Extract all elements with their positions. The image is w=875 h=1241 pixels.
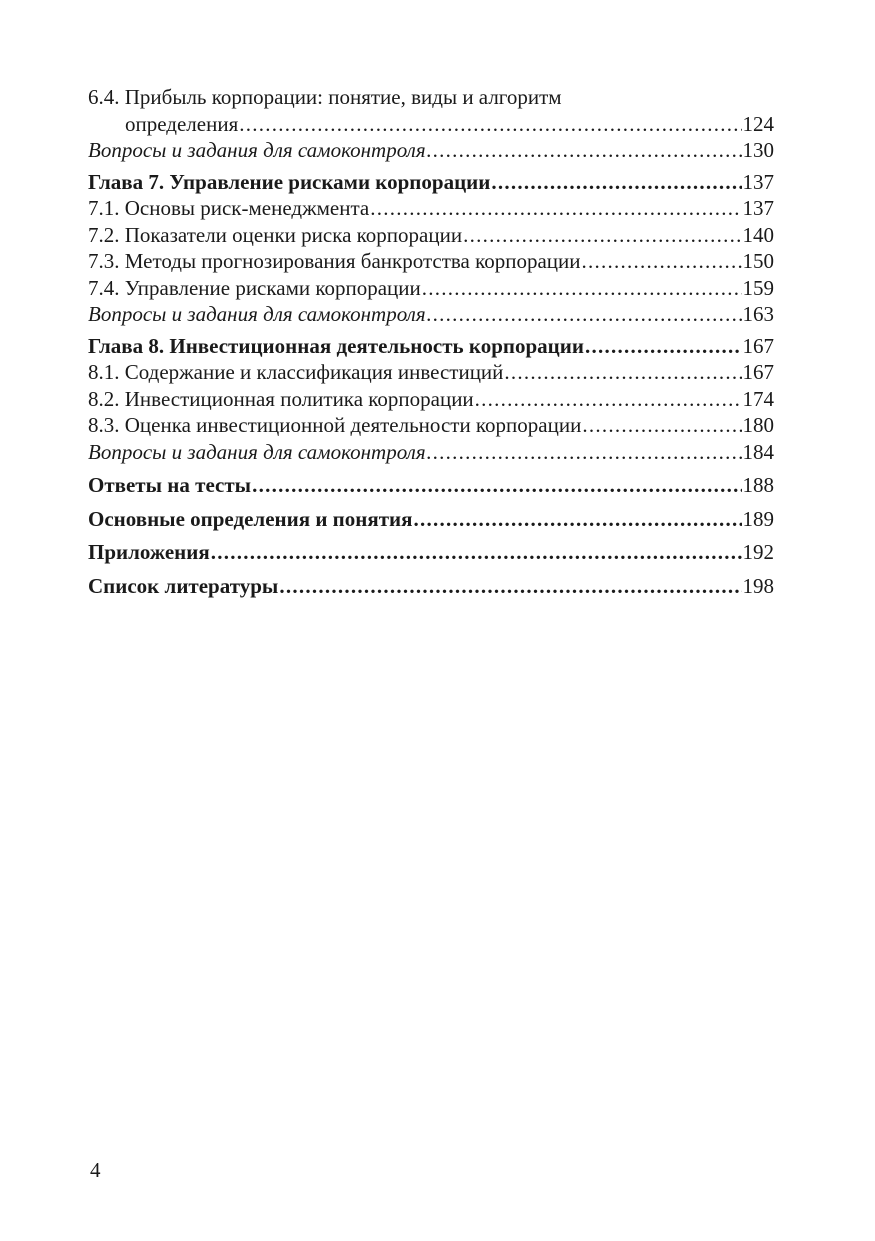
toc-entry-title: определения: [125, 111, 239, 136]
toc-page-number: 192: [742, 540, 774, 564]
toc-page-number: 130: [742, 138, 774, 162]
toc-entry-8-3[interactable]: [88, 412, 774, 439]
toc-entry-title: 7.2. Показатели оценки риска корпорации: [88, 222, 463, 247]
toc-entry-title: 8.2. Инвестиционная политика корпорации: [88, 386, 474, 411]
toc-entry-6-4-line2[interactable]: [88, 111, 774, 138]
leader-dots: [422, 275, 742, 302]
toc-entry-7-2[interactable]: [88, 222, 774, 249]
toc-page-number: 150: [742, 249, 774, 273]
leader-dots: [582, 248, 742, 275]
toc-page-number: 198: [742, 573, 774, 598]
leader-dots: [585, 333, 742, 360]
toc-page-number: 174: [742, 386, 774, 411]
toc-page-number: 137: [742, 169, 774, 194]
toc-entry-6-4-line1[interactable]: [88, 84, 774, 111]
toc-entry-title: Вопросы и задания для самоконтроля: [88, 138, 426, 162]
toc-entry-questions-7[interactable]: [88, 301, 774, 328]
toc-entry-title: 6.4. Прибыль корпорации: понятие, виды и алгоритм: [88, 85, 562, 109]
toc-entry-title: Приложения: [88, 540, 210, 564]
leader-dots: [427, 439, 742, 466]
leader-dots: [463, 222, 741, 249]
toc-entry-title: 7.3. Методы прогнозирования банкротства корпорации: [88, 249, 581, 273]
toc-entry-title: 7.4. Управление рисками корпорации: [88, 275, 421, 300]
toc-entry-questions-8[interactable]: [88, 439, 774, 466]
toc-entry-title: Вопросы и задания для самоконтроля: [88, 302, 426, 326]
toc-entry-questions-6[interactable]: [88, 137, 774, 164]
toc-entry-definitions[interactable]: [88, 506, 774, 533]
leader-dots: [504, 359, 741, 386]
toc-entry-7-3[interactable]: [88, 248, 774, 275]
toc-entry-8-1[interactable]: [88, 359, 774, 386]
toc-entry-7-4[interactable]: [88, 275, 774, 302]
toc-entry-chapter-7[interactable]: [88, 169, 774, 196]
toc-entry-title: Глава 7. Управление рисками корпорации: [88, 169, 491, 194]
leader-dots: [427, 137, 742, 164]
toc-page-number: 167: [742, 333, 774, 358]
leader-dots: [475, 386, 742, 413]
toc-page-number: 124: [742, 111, 774, 136]
leader-dots: [427, 301, 742, 328]
toc-page-number: 140: [742, 222, 774, 247]
leader-dots: [414, 506, 742, 533]
toc-page-number: 188: [742, 473, 774, 497]
toc-page-number: 189: [742, 506, 774, 531]
page-number: 4: [90, 1158, 101, 1182]
toc-entry-title: 8.1. Содержание и классификация инвестиций: [88, 360, 504, 384]
toc-entry-title: 7.1. Основы риск-менеджмента: [88, 196, 370, 220]
toc-entry-title: 8.3. Оценка инвестиционной деятельности корпорации: [88, 413, 582, 437]
toc-entry-title: Вопросы и задания для самоконтроля: [88, 439, 426, 464]
toc-page-number: 159: [742, 275, 774, 300]
toc-entry-appendices[interactable]: [88, 539, 774, 566]
toc-page-number: 167: [742, 360, 774, 384]
toc-page-number: 163: [742, 302, 774, 326]
toc-entry-8-2[interactable]: [88, 386, 774, 413]
leader-dots: [252, 472, 741, 499]
toc-entry-title: Глава 8. Инвестиционная деятельность корпорации: [88, 333, 584, 358]
leader-dots: [582, 412, 741, 439]
toc-entry-answers[interactable]: [88, 472, 774, 499]
toc-entry-title: Ответы на тесты: [88, 473, 252, 497]
table-of-contents: [88, 84, 774, 599]
toc-entry-7-1[interactable]: [88, 195, 774, 222]
leader-dots: [370, 195, 741, 222]
toc-entry-chapter-8[interactable]: [88, 333, 774, 360]
leader-dots: [491, 169, 741, 196]
toc-page-number: 137: [742, 196, 774, 220]
toc-page-number: 184: [742, 439, 774, 464]
toc-page-number: 180: [742, 413, 774, 437]
toc-entry-references[interactable]: [88, 573, 774, 600]
leader-dots: [279, 573, 741, 600]
leader-dots: [211, 539, 742, 566]
toc-entry-title: Основные определения и понятия: [88, 506, 413, 531]
toc-entry-title: Список литературы: [88, 573, 279, 598]
leader-dots: [239, 111, 741, 138]
